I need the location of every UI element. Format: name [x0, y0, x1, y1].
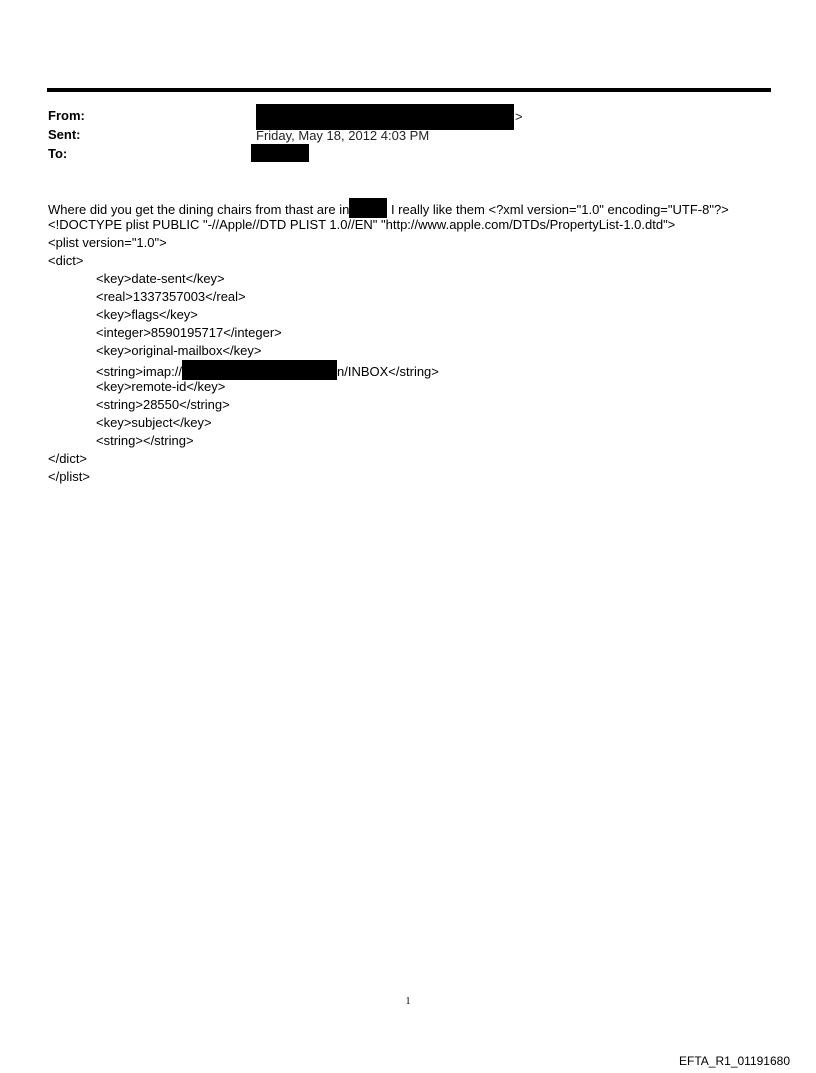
subject-string-line: <string></string>	[96, 433, 194, 448]
top-rule	[47, 88, 771, 92]
imap-redaction	[182, 360, 337, 380]
key-date-sent-line: <key>date-sent</key>	[96, 271, 225, 286]
plist-close-line: </plist>	[48, 469, 90, 484]
bates-number: EFTA_R1_01191680	[679, 1054, 790, 1068]
real-value-line: <real>1337357003</real>	[96, 289, 246, 304]
integer-value-line: <integer>8590195717</integer>	[96, 325, 282, 340]
sent-label: Sent:	[48, 127, 81, 142]
plist-open-line: <plist version="1.0">	[48, 235, 167, 250]
imap-prefix: <string>imap://	[96, 364, 182, 379]
dict-close-line: </dict>	[48, 451, 88, 466]
from-suffix: >	[515, 109, 523, 124]
from-label: From:	[48, 108, 85, 123]
message-text-part2: I really like them <?xml version="1.0" encoding="UTF-8"?>	[387, 202, 729, 217]
to-label: To:	[48, 146, 68, 161]
to-redaction	[251, 144, 309, 162]
key-flags-line: <key>flags</key>	[96, 307, 198, 322]
location-redaction	[349, 198, 387, 218]
sent-value: Friday, May 18, 2012 4:03 PM	[256, 128, 430, 143]
from-redaction	[256, 104, 514, 130]
key-subject-line: <key>subject</key>	[96, 415, 212, 430]
key-remote-id-line: <key>remote-id</key>	[96, 379, 226, 394]
dict-open-line: <dict>	[48, 253, 84, 268]
message-line	[48, 198, 778, 216]
message-text-part1: Where did you get the dining chairs from thast are in	[48, 202, 350, 217]
imap-suffix: n/INBOX</string>	[337, 364, 439, 379]
email-body	[48, 198, 778, 486]
remote-id-string-line: <string>28550</string>	[96, 397, 230, 412]
imap-string-line	[48, 360, 778, 378]
page-number: 1	[405, 996, 411, 1007]
key-original-mailbox-line: <key>original-mailbox</key>	[96, 343, 262, 358]
doctype-line: <!DOCTYPE plist PUBLIC "-//Apple//DTD PLIST 1.0//EN" "http://www.apple.com/DTDs/PropertyList-1.0.dtd">	[48, 217, 676, 232]
